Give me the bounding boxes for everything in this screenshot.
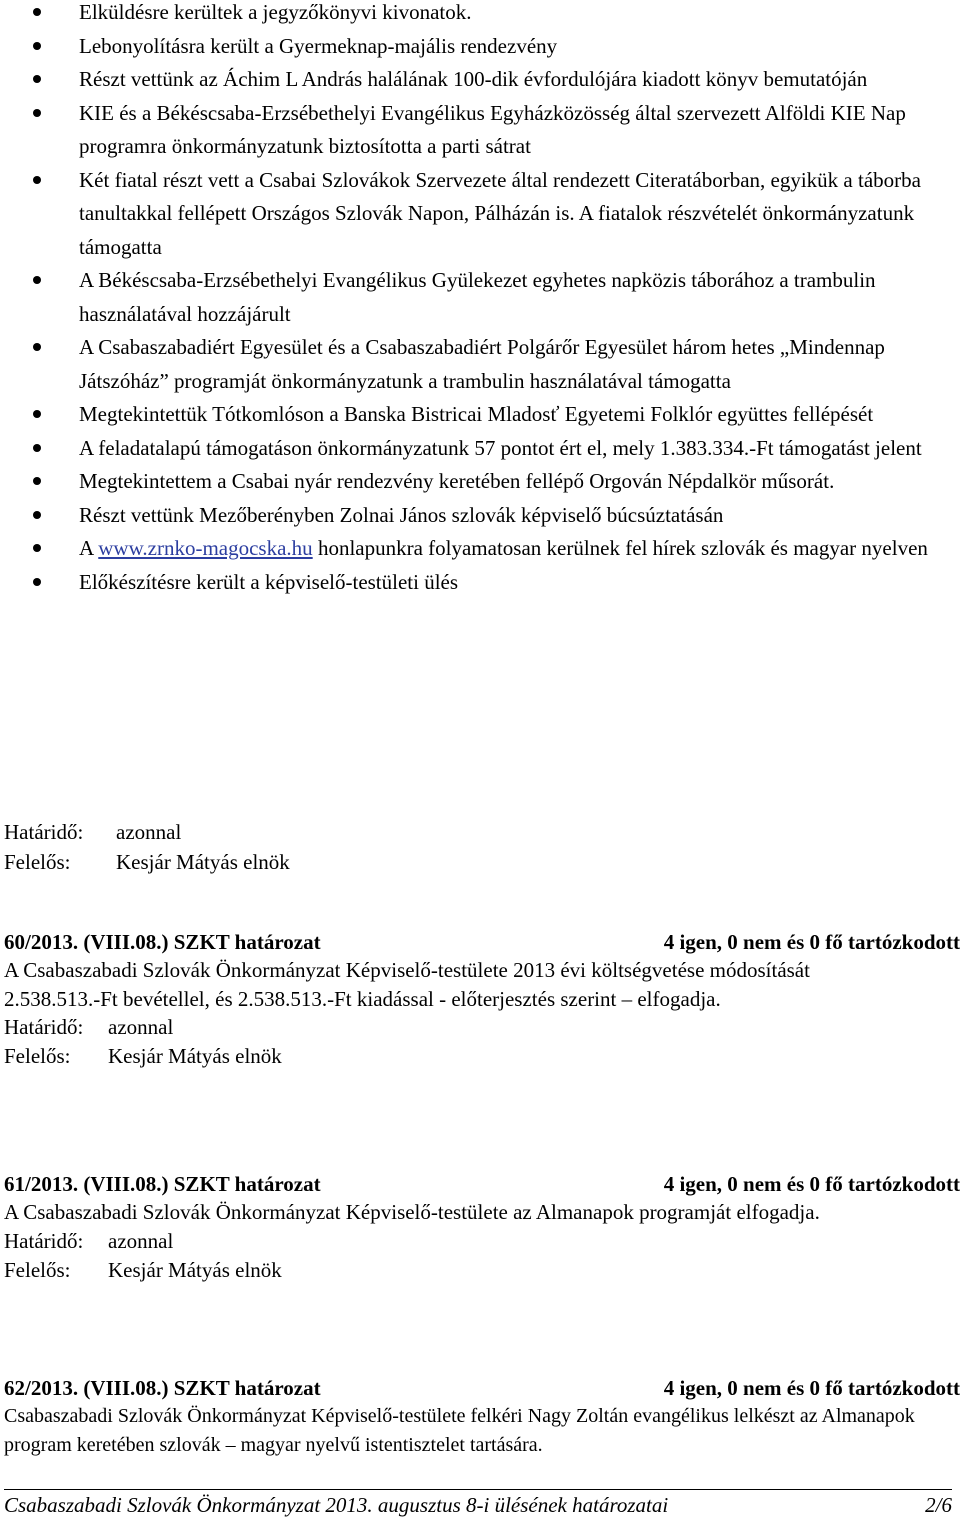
resolution-text: Csabaszabadi Szlovák Önkormányzat Képviselő-testülete felkéri Nagy Zoltán evangélikus lelkészt az Almanapok program keretében szlovák – magyar nyelvű istentisztelet tartására. xyxy=(4,1405,915,1456)
bullet-icon xyxy=(33,75,41,83)
resolution-block xyxy=(4,1374,960,1459)
bullet-icon xyxy=(33,410,41,418)
resolution-header xyxy=(4,1374,960,1402)
resolution-text: A Csabaszabadi Szlovák Önkormányzat Képviselő-testülete 2013 évi költségvetése módosítását 2.538.513.-Ft bevétellel, és 2.538.513.-Ft kiadással - előterjesztés szerint – elfogadja. xyxy=(4,958,810,1011)
resolution-number: 60/2013. (VIII.08.) SZKT határozat xyxy=(4,930,321,954)
list-item: Elküldésre kerültek a jegyzőkönyvi kivonatok. xyxy=(0,0,960,30)
list-item: A Csabaszabadiért Egyesület és a Csabaszabadiért Polgárőr Egyesület három hetes „Mindennap Játszóház” programját önkormányzatunk a trambulin használatával támogatta xyxy=(0,331,960,398)
bullet-icon xyxy=(33,578,41,586)
bullet-icon xyxy=(33,8,41,16)
list-item: Két fiatal részt vett a Csabai Szlovákok Szervezete által rendezett Citeratáborban, egyikük a táborba tanultakkal fellépett Országos Szlovák Napon, Pálházán is. A fiatalok részvételét önkormányzatunk támogatta xyxy=(0,164,960,265)
footer-divider xyxy=(4,1489,952,1490)
resolution-block xyxy=(4,928,960,1071)
deadline-line: Határidő: azonnal xyxy=(4,820,182,844)
bullet-icon xyxy=(33,444,41,452)
footer-title: Csabaszabadi Szlovák Önkormányzat 2013. augusztus 8-i ülésének határozatai xyxy=(4,1493,669,1517)
list-item: Megtekintettük Tótkomlóson a Banska Bistricai Mladosť Egyetemi Folklór együttes fellépését xyxy=(0,398,960,432)
activity-list xyxy=(0,0,960,599)
list-item: Részt vettünk Mezőberényben Zolnai János szlovák képviselő búcsúztatásán xyxy=(0,499,960,533)
bullet-icon xyxy=(33,176,41,184)
list-item: Megtekintettem a Csabai nyár rendezvény keretében fellépő Orgován Népdalkör műsorát. xyxy=(0,465,960,499)
resolution-header xyxy=(4,928,960,956)
bullet-icon xyxy=(33,343,41,351)
resolution-header xyxy=(4,1170,960,1198)
list-item: A Békéscsaba-Erzsébethelyi Evangélikus Gyülekezet egyhetes napközis táborához a trambulin használatával hozzájárult xyxy=(0,264,960,331)
list-item: Részt vettünk az Áchim L András halálának 100-dik évfordulójára kiadott könyv bemutatóján xyxy=(0,63,960,97)
responsible-line: Felelős: Kesjár Mátyás elnök xyxy=(4,1257,282,1282)
resolution-number: 62/2013. (VIII.08.) SZKT határozat xyxy=(4,1376,321,1400)
bullet-icon xyxy=(33,276,41,284)
website-link[interactable]: www.zrnko-magocska.hu xyxy=(98,536,313,560)
bullet-icon xyxy=(33,511,41,519)
list-item: Előkészítésre került a képviselő-testületi ülés xyxy=(0,566,960,600)
resolution-number: 61/2013. (VIII.08.) SZKT határozat xyxy=(4,1172,321,1196)
page-number: 2/6 xyxy=(925,1493,952,1517)
bullet-icon xyxy=(33,477,41,485)
list-item: Lebonyolításra került a Gyermeknap-majális rendezvény xyxy=(0,30,960,64)
vote-result: 4 igen, 0 nem és 0 fő tartózkodott xyxy=(663,1172,960,1196)
page-footer xyxy=(4,1493,952,1519)
resolution-text: A Csabaszabadi Szlovák Önkormányzat Képviselő-testülete az Almanapok programját elfogadja. xyxy=(4,1200,820,1224)
list-item: A feladatalapú támogatáson önkormányzatunk 57 pontot ért el, mely 1.383.334.-Ft támogatást jelent xyxy=(0,432,960,466)
bullet-icon xyxy=(33,109,41,117)
bullet-icon xyxy=(33,544,41,552)
bullet-icon xyxy=(33,42,41,50)
list-item: A www.zrnko-magocska.hu honlapunkra folyamatosan kerülnek fel hírek szlovák és magyar nyelven xyxy=(0,532,960,566)
responsible-line: Felelős: Kesjár Mátyás elnök xyxy=(4,850,290,874)
resolution-block xyxy=(4,1170,960,1285)
deadline-line: Határidő: azonnal xyxy=(4,1228,174,1253)
responsible-line: Felelős: Kesjár Mátyás elnök xyxy=(4,1044,282,1068)
vote-result: 4 igen, 0 nem és 0 fő tartózkodott xyxy=(663,1376,960,1400)
deadline-line: Határidő: azonnal xyxy=(4,1015,174,1039)
vote-result: 4 igen, 0 nem és 0 fő tartózkodott xyxy=(663,930,960,954)
list-item: KIE és a Békéscsaba-Erzsébethelyi Evangélikus Egyházközösség által szervezett Alföldi KIE Nap programra önkormányzatunk biztosította a parti sátrat xyxy=(0,97,960,164)
